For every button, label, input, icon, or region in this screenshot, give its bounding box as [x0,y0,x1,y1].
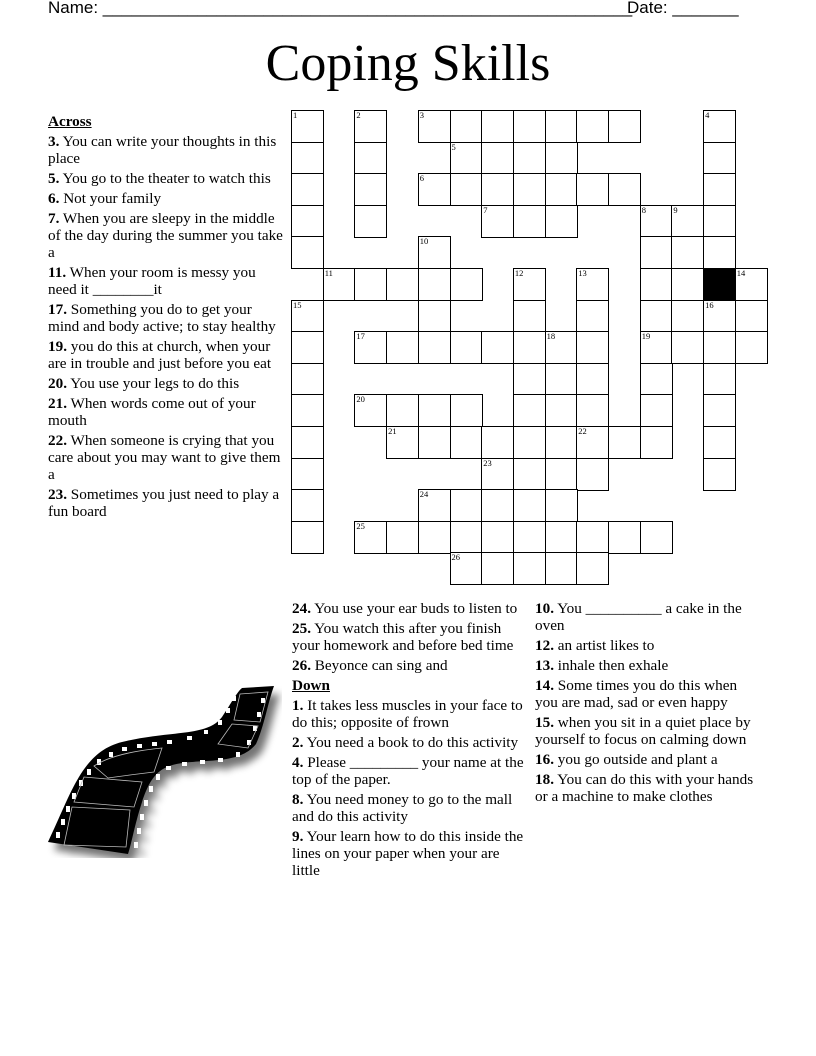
grid-cell[interactable] [545,521,578,554]
grid-cell[interactable] [386,331,419,364]
grid-cell[interactable] [513,173,546,206]
grid-cell[interactable] [576,426,609,459]
clue-number: 11. [48,264,67,281]
down-clue [292,697,527,731]
grid-cell[interactable] [576,394,609,427]
cell-number: 3 [419,110,425,120]
grid-cell[interactable] [418,426,451,459]
clue-text: You can write your thoughts in this place [48,133,277,167]
clue-text: You use your legs to do this [66,375,240,392]
grid-cell[interactable] [481,426,514,459]
grid-cell[interactable] [386,521,419,554]
grid-cell[interactable] [703,205,736,238]
clue-text: When words come out of your mouth [48,395,256,429]
page-title: Coping Skills [265,35,551,92]
grid-cell[interactable] [703,142,736,175]
grid-cell[interactable] [513,205,546,238]
grid-cell[interactable] [608,426,641,459]
clue-number: 3. [48,133,60,150]
clue-text: You need a book to do this activity [303,734,519,751]
grid-cell[interactable] [481,458,514,491]
grid-cell[interactable] [703,426,736,459]
grid-cell[interactable] [354,110,387,143]
grid-cell[interactable] [418,394,451,427]
cell-number: 19 [641,331,651,342]
grid-cell[interactable] [418,110,451,143]
grid-cell[interactable] [513,268,546,301]
grid-cell[interactable] [291,300,324,333]
across-clue [48,264,284,298]
grid-cell[interactable] [291,521,324,554]
grid-cell[interactable] [386,394,419,427]
down-heading: Down [292,677,330,694]
down-clue [535,600,760,634]
grid-cell[interactable] [354,205,387,238]
grid-cell[interactable] [450,173,483,206]
grid-cell[interactable] [576,331,609,364]
grid-cell[interactable] [576,521,609,554]
clue-number: 16. [535,751,554,768]
across-clue [48,375,284,392]
grid-cell[interactable] [450,394,483,427]
clue-number: 1. [292,697,304,714]
grid-cell[interactable] [450,426,483,459]
grid-cell[interactable] [291,458,324,491]
grid-cell[interactable] [291,363,324,396]
grid-cell[interactable] [418,236,451,269]
grid-cell[interactable] [418,300,451,333]
grid-cell[interactable] [513,300,546,333]
clue-text: When your room is messy you need it ________it [48,264,256,298]
grid-cell[interactable] [513,426,546,459]
grid-cell[interactable] [640,236,673,269]
grid-cell[interactable] [735,268,768,301]
grid-cell[interactable] [640,331,673,364]
grid-cell[interactable] [481,331,514,364]
grid-cell[interactable] [418,489,451,522]
clue-text: Something you do to get your mind and body active; to stay healthy [48,301,276,335]
grid-cell[interactable] [608,521,641,554]
clue-number: 25. [292,620,311,637]
grid-cell[interactable] [640,521,673,554]
grid-cell[interactable] [608,110,641,143]
grid-cell[interactable] [513,331,546,364]
across-clue [48,395,284,429]
grid-cell[interactable] [545,110,578,143]
clue-text: you go outside and plant a [553,751,718,768]
date-field[interactable]: Date: _______ [627,0,739,17]
cell-number: 6 [419,173,425,184]
clue-number: 4. [292,754,304,771]
clue-number: 8. [292,791,304,808]
grid-cell[interactable] [354,268,387,301]
cell-number: 10 [419,236,429,247]
clue-text: You can do this with your hands or a machine to make clothes [535,771,754,805]
clue-text: Your learn how to do this inside the lines on your paper when your are little [292,828,524,879]
clue-text: When someone is crying that you care about you may want to give them a [48,432,281,483]
clue-number: 12. [535,637,554,654]
grid-cell[interactable] [703,363,736,396]
grid-cell[interactable] [418,331,451,364]
grid-cell[interactable] [481,205,514,238]
down-clue [292,791,527,825]
grid-cell[interactable] [703,458,736,491]
across-clue [292,620,527,654]
cell-number: 15 [293,299,302,310]
cell-number: 8 [641,204,646,215]
grid-cell[interactable] [671,268,704,301]
grid-cell[interactable] [450,521,483,554]
across-clue [48,210,284,261]
grid-cell[interactable] [291,110,324,143]
grid-cell[interactable] [640,205,673,238]
grid-cell[interactable] [481,110,514,143]
clue-text: You use your ear buds to listen to [310,600,518,617]
across-clue [48,301,284,335]
clue-number: 2. [292,734,304,751]
grid-cell[interactable] [640,394,673,427]
clue-text: You watch this after you finish your homework and before bed time [292,620,514,654]
grid-cell[interactable] [291,331,324,364]
clue-text: Some times you do this when you are mad, sad or even happy [535,677,738,711]
grid-cell[interactable] [481,521,514,554]
grid-cell[interactable] [291,173,324,206]
clue-text: It takes less muscles in your face to do this; opposite of frown [292,697,523,731]
cell-number: 9 [673,204,678,215]
clue-text: when you sit in a quiet place by yourself to focus on calming down [535,714,751,748]
clue-number: 5. [48,170,60,187]
grid-cell[interactable] [545,205,578,238]
grid-cell[interactable] [354,331,387,364]
name-field[interactable]: Name: ________________________________________________________ [48,0,633,17]
clue-text: You go to the theater to watch this [59,170,271,187]
cell-number: 13 [578,268,587,278]
across-clue [48,133,284,167]
grid-cell[interactable] [545,394,578,427]
grid-cell[interactable] [576,300,609,333]
cell-number: 7 [483,204,488,215]
grid-cell[interactable] [418,173,451,206]
cell-number: 22 [578,426,587,436]
across-clue [48,170,284,187]
down-clue [292,734,527,751]
clue-number: 26. [292,657,311,674]
grid-cell[interactable] [640,426,673,459]
clue-number: 9. [292,828,304,845]
black-cell [703,268,736,301]
grid-cell[interactable] [671,331,704,364]
clue-text: an artist likes to [553,637,655,654]
clue-number: 14. [535,677,554,694]
grid-cell[interactable] [291,489,324,522]
down-clue [535,677,760,711]
grid-cell[interactable] [576,552,609,585]
cell-number: 24 [419,489,429,500]
grid-cell[interactable] [450,142,483,175]
clue-number: 21. [48,395,67,412]
cell-number: 2 [356,110,361,120]
grid-cell[interactable] [513,142,546,175]
cell-number: 1 [293,110,298,120]
cell-number: 17 [356,331,365,342]
grid-cell[interactable] [545,173,578,206]
clue-number: 23. [48,486,67,503]
grid-cell[interactable] [545,142,578,175]
cell-number: 5 [451,141,456,152]
grid-cell[interactable] [291,394,324,427]
grid-cell[interactable] [545,552,578,585]
grid-cell[interactable] [576,110,609,143]
across-clue [48,486,284,520]
grid-cell[interactable] [481,142,514,175]
down-clue [535,637,760,654]
grid-cell[interactable] [386,426,419,459]
grid-cell[interactable] [513,552,546,585]
grid-cell[interactable] [703,300,736,333]
grid-cell[interactable] [576,363,609,396]
clue-text: Please _________ your name at the top of the paper. [292,754,524,788]
grid-cell[interactable] [291,205,324,238]
cell-number: 4 [705,110,710,120]
grid-cell[interactable] [671,300,704,333]
grid-cell[interactable] [640,363,673,396]
down-clue [535,714,760,748]
clue-number: 13. [535,657,554,674]
grid-cell[interactable] [545,426,578,459]
grid-cell[interactable] [354,142,387,175]
across-clue [292,657,527,674]
cell-number: 20 [356,394,365,405]
grid-cell[interactable] [418,521,451,554]
clue-number: 6. [48,190,60,207]
across-heading: Across [48,113,92,130]
grid-cell[interactable] [354,173,387,206]
grid-cell[interactable] [545,331,578,364]
grid-cell[interactable] [735,331,768,364]
grid-cell[interactable] [703,173,736,206]
cell-number: 25 [356,520,365,531]
grid-cell[interactable] [513,521,546,554]
cell-number: 11 [324,268,333,278]
grid-cell[interactable] [386,268,419,301]
clue-number: 7. [48,210,60,227]
grid-cell[interactable] [450,331,483,364]
clue-text: inhale then exhale [553,657,669,674]
grid-cell[interactable] [354,521,387,554]
clue-number: 15. [535,714,554,731]
clue-number: 17. [48,301,67,318]
grid-cell[interactable] [545,458,578,491]
grid-cell[interactable] [291,426,324,459]
down-clue [535,657,760,674]
clue-number: 24. [292,600,311,617]
grid-cell[interactable] [671,236,704,269]
clue-text: You __________ a cake in the oven [535,600,742,634]
clue-text: you do this at church, when your are in trouble and just before you eat [48,338,272,372]
clue-number: 10. [535,600,554,617]
grid-cell[interactable] [703,331,736,364]
across-clues-column [48,113,284,523]
grid-cell[interactable] [323,268,356,301]
down-clue [535,771,760,805]
grid-cell[interactable] [703,236,736,269]
crossword-grid [291,110,771,590]
grid-cell[interactable] [450,110,483,143]
down-clue [292,828,527,879]
grid-cell[interactable] [291,142,324,175]
grid-cell[interactable] [481,489,514,522]
clue-text: Sometimes you just need to play a fun board [48,486,280,520]
grid-cell[interactable] [513,394,546,427]
clue-number: 18. [535,771,554,788]
grid-cell[interactable] [608,173,641,206]
middle-clues-column [292,600,527,882]
across-clue [48,190,284,207]
grid-cell[interactable] [545,363,578,396]
across-clue [48,338,284,372]
grid-cell[interactable] [513,458,546,491]
clue-number: 20. [48,375,67,392]
cell-number: 18 [546,331,556,342]
grid-cell[interactable] [481,552,514,585]
right-clues-column [535,600,760,808]
down-clue [535,751,760,768]
grid-cell[interactable] [671,205,704,238]
clue-text: Not your family [59,190,162,207]
clue-text: When you are sleepy in the middle of the day during the summer you take a [48,210,283,261]
clue-text: Beyonce can sing and [310,657,448,674]
grid-cell[interactable] [450,489,483,522]
grid-cell[interactable] [418,268,451,301]
down-clue [292,754,527,788]
cell-number: 26 [451,552,460,563]
grid-cell[interactable] [513,110,546,143]
film-strip-icon [42,682,282,858]
cell-number: 12 [514,268,524,278]
grid-cell[interactable] [640,268,673,301]
clue-text: You need money to go to the mall and do this activity [292,791,513,825]
grid-cell[interactable] [576,268,609,301]
grid-cell[interactable] [545,489,578,522]
clue-number: 19. [48,338,67,355]
grid-cell[interactable] [450,268,483,301]
grid-cell[interactable] [354,394,387,427]
grid-cell[interactable] [576,458,609,491]
grid-cell[interactable] [735,300,768,333]
cell-number: 21 [388,426,397,436]
across-clue [292,600,527,617]
cell-number: 16 [705,299,714,310]
grid-cell[interactable] [481,173,514,206]
grid-cell[interactable] [513,363,546,396]
grid-cell[interactable] [703,394,736,427]
cell-number: 23 [483,457,492,468]
grid-cell[interactable] [450,552,483,585]
grid-cell[interactable] [703,110,736,143]
grid-cell[interactable] [576,173,609,206]
grid-cell[interactable] [513,489,546,522]
clue-number: 22. [48,432,67,449]
across-clue [48,432,284,483]
cell-number: 14 [736,268,746,278]
grid-cell[interactable] [291,236,324,269]
grid-cell[interactable] [640,300,673,333]
